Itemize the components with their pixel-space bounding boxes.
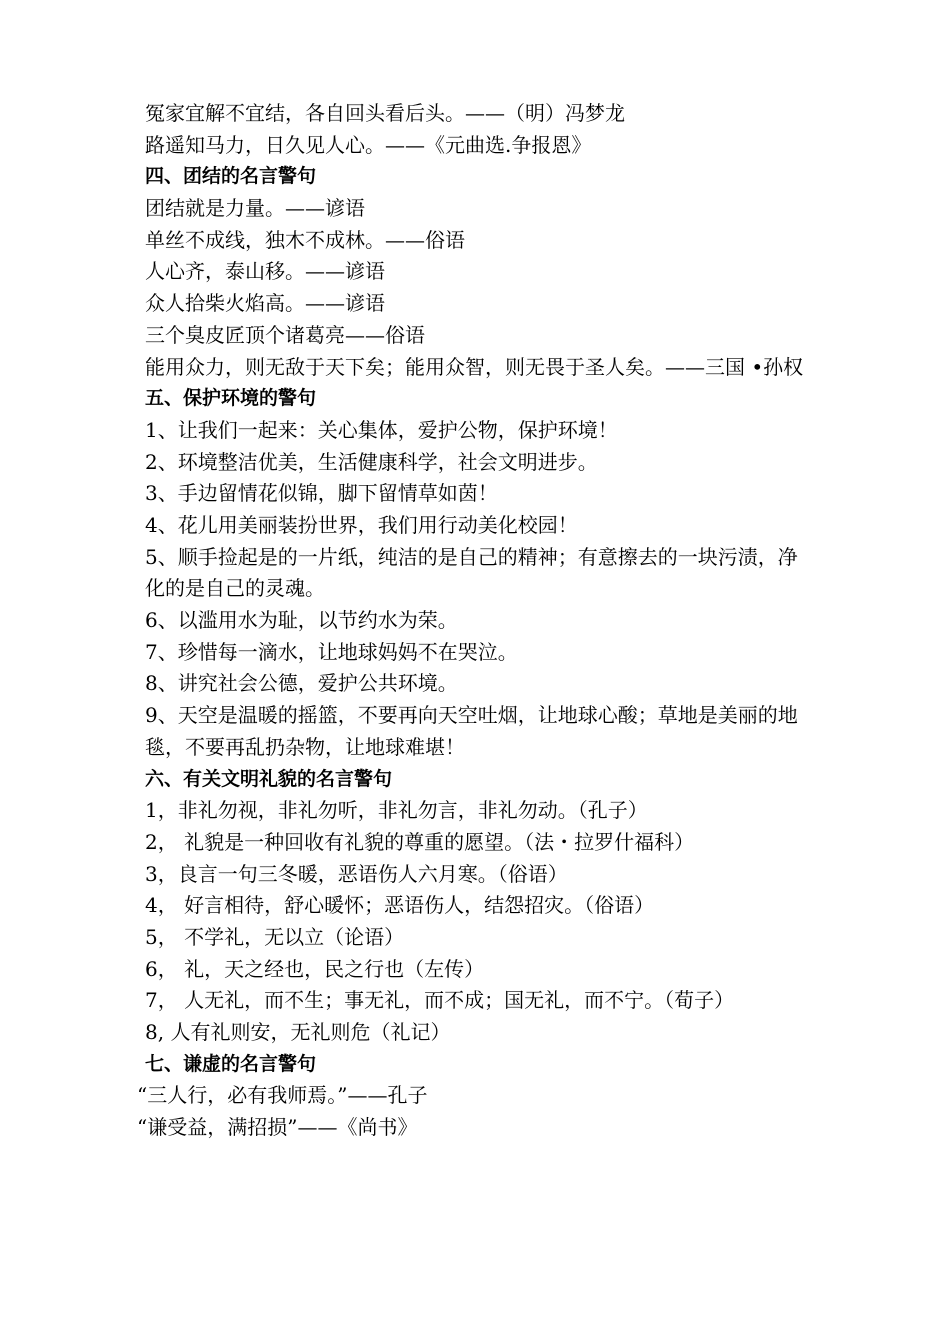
section-heading: 七、谦虚的名言警句 [145, 1052, 317, 1075]
text-line: 三个臭皮匠顶个诸葛亮——俗语 [145, 322, 425, 347]
quote-line: “谦受益，满招损”——《尚书》 [137, 1115, 418, 1140]
list-item: 4、花儿用美丽装扮世界，我们用行动美化校园！ [145, 512, 578, 537]
list-item: 6、以滥用水为耻，以节约水为荣。 [145, 608, 458, 633]
section-heading: 四、团结的名言警句 [145, 165, 317, 188]
list-item: 1、让我们一起来：关心集体，爱护公物，保护环境！ [145, 417, 618, 442]
document-body [137, 98, 813, 1144]
section-heading: 五、保护环境的警句 [145, 387, 317, 410]
list-item: 7， 人无礼，而不生；事无礼，而不成；国无礼，而不宁。（荀子） [145, 988, 735, 1013]
list-item: 2， 礼貌是一种回收有礼貌的尊重的愿望。（法・拉罗什福科） [145, 829, 695, 854]
section-heading: 六、有关文明礼貌的名言警句 [145, 767, 393, 790]
list-item: 4， 好言相待，舒心暖怀；恶语伤人，结怨招灾。（俗语） [145, 893, 655, 918]
text-line: 人心齐，泰山移。——谚语 [145, 259, 385, 284]
text-line: 众人拾柴火焰高。——谚语 [145, 291, 385, 316]
list-item: 5、顺手捡起是的一片纸，纯洁的是自己的精神；有意擦去的一块污渍，净化的是自己的灵魂。 [145, 544, 798, 601]
list-item: 9、天空是温暖的摇篮，不要再向天空吐烟，让地球心酸；草地是美丽的地毯，不要再乱扔杂物，让地球难堪！ [145, 703, 798, 759]
text-line: 冤家宜解不宜结，各自回头看后头。——（明）冯梦龙 [145, 101, 625, 125]
list-item: 5， 不学礼，无以立（论语） [145, 924, 405, 949]
text-line: 团结就是力量。——谚语 [145, 196, 365, 221]
list-item: 2、环境整洁优美，生活健康科学，社会文明进步。 [145, 449, 598, 474]
text-line: 路遥知马力，日久见人心。——《元曲选.争报恩》 [145, 132, 592, 157]
list-item: 7、珍惜每一滴水，让地球妈妈不在哭泣。 [145, 639, 518, 664]
list-item: 3、手边留情花似锦，脚下留情草如茵！ [145, 481, 498, 506]
text-paragraph: 能用众力，则无敌于天下矣；能用众智，则无畏于圣人矣。——三国 •孙权 [145, 354, 804, 379]
text-line: 单丝不成线，独木不成林。——俗语 [145, 227, 465, 252]
list-item: 1，非礼勿视，非礼勿听，非礼勿言，非礼勿动。（孔子） [145, 798, 648, 823]
quote-line: “三人行，必有我师焉。”——孔子 [137, 1083, 428, 1108]
list-item: 3，良言一句三冬暖，恶语伤人六月寒。（俗语） [145, 861, 568, 886]
list-item: 8、讲究社会公德，爱护公共环境。 [145, 671, 458, 696]
list-item: 6， 礼，天之经也，民之行也（左传） [145, 956, 485, 981]
list-item: 8, 人有礼则安，无礼则危（礼记） [145, 1020, 451, 1045]
